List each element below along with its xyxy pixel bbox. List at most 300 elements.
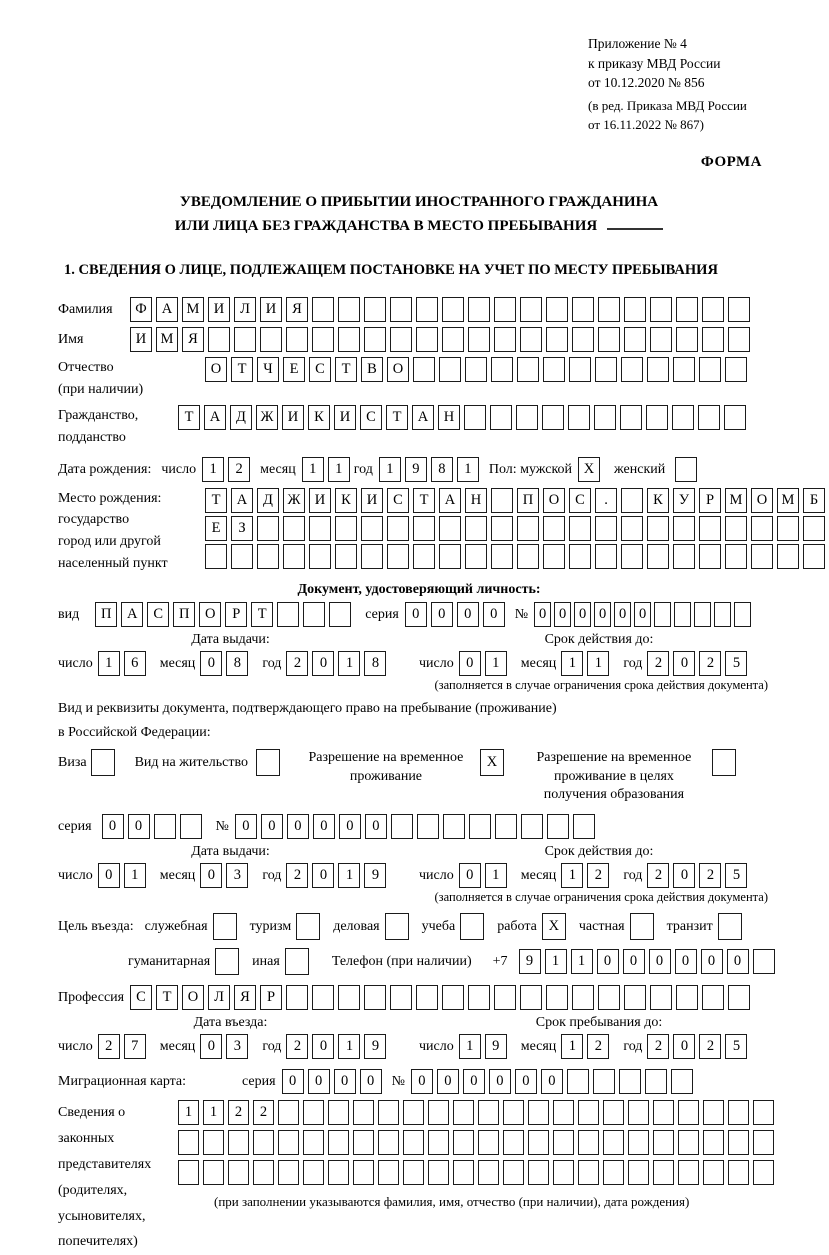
char-cell[interactable]: 0 [457,602,479,627]
char-cell[interactable]: 1 [561,651,583,676]
stay-year-cells[interactable] [647,1034,751,1059]
char-cell[interactable] [753,1100,774,1125]
stay-day-cells[interactable] [459,1034,511,1059]
char-cell[interactable] [478,1100,499,1125]
char-cell[interactable] [517,516,539,541]
char-cell[interactable] [678,1160,699,1185]
char-cell[interactable]: 0 [489,1069,511,1094]
char-cell[interactable] [478,1130,499,1155]
char-cell[interactable] [598,297,620,322]
temp-residence-edu-checkbox[interactable] [712,749,740,776]
char-cell[interactable]: 9 [364,863,386,888]
char-cell[interactable]: 2 [253,1100,274,1125]
representatives-cells-1[interactable] [178,1100,778,1125]
char-cell[interactable]: 1 [203,1100,224,1125]
char-cell[interactable]: О [751,488,773,513]
char-cell[interactable] [286,327,308,352]
visa-checkbox[interactable] [91,749,119,776]
char-cell[interactable] [678,1100,699,1125]
char-cell[interactable]: С [360,405,382,430]
doc-valid-month-cells[interactable] [561,651,613,676]
residence-valid-day-cells[interactable] [459,863,511,888]
char-cell[interactable] [517,357,539,382]
char-cell[interactable]: 0 [614,602,631,627]
char-cell[interactable] [699,544,721,569]
char-cell[interactable] [465,544,487,569]
char-cell[interactable] [712,749,736,776]
char-cell[interactable]: Я [182,327,204,352]
char-cell[interactable] [777,544,799,569]
char-cell[interactable]: 0 [334,1069,356,1094]
char-cell[interactable]: А [439,488,461,513]
char-cell[interactable] [416,985,438,1010]
char-cell[interactable] [442,985,464,1010]
char-cell[interactable]: 1 [328,457,350,482]
char-cell[interactable] [309,516,331,541]
char-cell[interactable] [257,516,279,541]
char-cell[interactable] [653,1130,674,1155]
representatives-cells-3[interactable] [178,1160,778,1185]
char-cell[interactable] [234,327,256,352]
char-cell[interactable] [253,1130,274,1155]
char-cell[interactable]: 9 [405,457,427,482]
char-cell[interactable] [387,544,409,569]
char-cell[interactable]: 1 [571,949,593,974]
char-cell[interactable]: Л [234,297,256,322]
char-cell[interactable] [777,516,799,541]
entry-day-cells[interactable] [98,1034,150,1059]
char-cell[interactable]: 5 [725,651,747,676]
char-cell[interactable]: 1 [338,651,360,676]
char-cell[interactable] [620,405,642,430]
char-cell[interactable]: А [412,405,434,430]
char-cell[interactable] [312,985,334,1010]
char-cell[interactable] [694,602,711,627]
char-cell[interactable] [428,1100,449,1125]
char-cell[interactable]: 1 [457,457,479,482]
char-cell[interactable] [283,516,305,541]
char-cell[interactable]: И [309,488,331,513]
char-cell[interactable] [673,516,695,541]
char-cell[interactable]: 0 [727,949,749,974]
char-cell[interactable] [443,814,465,839]
char-cell[interactable] [645,1069,667,1094]
purpose-business-checkbox[interactable] [385,913,413,940]
char-cell[interactable]: Т [205,488,227,513]
char-cell[interactable]: 0 [541,1069,563,1094]
char-cell[interactable] [753,949,775,974]
char-cell[interactable] [491,357,513,382]
char-cell[interactable] [595,357,617,382]
char-cell[interactable]: 1 [202,457,224,482]
char-cell[interactable] [413,516,435,541]
char-cell[interactable] [553,1160,574,1185]
char-cell[interactable]: 2 [228,457,250,482]
char-cell[interactable]: 0 [102,814,124,839]
char-cell[interactable] [569,544,591,569]
char-cell[interactable] [428,1160,449,1185]
char-cell[interactable]: 0 [597,949,619,974]
char-cell[interactable]: 1 [545,949,567,974]
char-cell[interactable] [231,544,253,569]
surname-cells[interactable] [130,297,754,322]
char-cell[interactable] [328,1130,349,1155]
char-cell[interactable] [553,1100,574,1125]
char-cell[interactable] [491,544,513,569]
char-cell[interactable] [495,814,517,839]
char-cell[interactable]: А [121,602,143,627]
char-cell[interactable]: 2 [228,1100,249,1125]
char-cell[interactable] [403,1130,424,1155]
char-cell[interactable] [338,327,360,352]
char-cell[interactable] [465,357,487,382]
char-cell[interactable]: 2 [699,651,721,676]
char-cell[interactable]: С [130,985,152,1010]
char-cell[interactable]: 0 [261,814,283,839]
char-cell[interactable] [593,1069,615,1094]
char-cell[interactable] [624,985,646,1010]
char-cell[interactable] [734,602,751,627]
char-cell[interactable] [442,297,464,322]
char-cell[interactable] [572,297,594,322]
char-cell[interactable]: 0 [200,863,222,888]
char-cell[interactable] [650,985,672,1010]
char-cell[interactable] [671,1069,693,1094]
char-cell[interactable]: 1 [587,651,609,676]
entry-month-cells[interactable] [200,1034,252,1059]
char-cell[interactable] [328,1100,349,1125]
char-cell[interactable] [413,544,435,569]
char-cell[interactable] [728,327,750,352]
char-cell[interactable]: 0 [574,602,591,627]
char-cell[interactable]: 0 [673,863,695,888]
char-cell[interactable]: И [130,327,152,352]
char-cell[interactable] [364,327,386,352]
char-cell[interactable] [595,544,617,569]
char-cell[interactable]: Е [205,516,227,541]
char-cell[interactable]: У [673,488,695,513]
char-cell[interactable]: 6 [124,651,146,676]
char-cell[interactable] [154,814,176,839]
char-cell[interactable] [494,985,516,1010]
char-cell[interactable] [653,1100,674,1125]
char-cell[interactable] [628,1130,649,1155]
char-cell[interactable] [253,1160,274,1185]
doc-issue-year-cells[interactable] [286,651,390,676]
char-cell[interactable]: И [260,297,282,322]
char-cell[interactable]: Я [286,297,308,322]
char-cell[interactable] [621,516,643,541]
doc-number-cells[interactable] [534,602,754,627]
birth-place-cells-3[interactable] [205,544,829,569]
char-cell[interactable] [516,405,538,430]
char-cell[interactable] [277,602,299,627]
char-cell[interactable]: 0 [673,1034,695,1059]
char-cell[interactable]: 0 [463,1069,485,1094]
char-cell[interactable] [278,1160,299,1185]
char-cell[interactable]: 2 [647,1034,669,1059]
char-cell[interactable] [578,1160,599,1185]
char-cell[interactable] [490,405,512,430]
purpose-work-checkbox[interactable] [542,913,570,940]
char-cell[interactable] [703,1100,724,1125]
char-cell[interactable] [329,602,351,627]
char-cell[interactable]: П [95,602,117,627]
char-cell[interactable] [674,602,691,627]
char-cell[interactable] [303,1130,324,1155]
char-cell[interactable]: 0 [128,814,150,839]
char-cell[interactable] [572,327,594,352]
char-cell[interactable] [699,357,721,382]
purpose-private-checkbox[interactable] [630,913,658,940]
char-cell[interactable] [520,297,542,322]
char-cell[interactable]: Т [251,602,273,627]
char-cell[interactable]: А [204,405,226,430]
char-cell[interactable] [546,985,568,1010]
profession-cells[interactable] [130,985,754,1010]
char-cell[interactable]: 1 [485,651,507,676]
char-cell[interactable] [468,297,490,322]
char-cell[interactable] [803,516,825,541]
purpose-humanitarian-checkbox[interactable] [215,948,243,975]
char-cell[interactable] [647,516,669,541]
char-cell[interactable] [553,1130,574,1155]
char-cell[interactable] [702,985,724,1010]
purpose-tourism-checkbox[interactable] [296,913,324,940]
char-cell[interactable] [646,405,668,430]
char-cell[interactable]: И [282,405,304,430]
char-cell[interactable]: Р [225,602,247,627]
char-cell[interactable] [378,1160,399,1185]
char-cell[interactable]: И [361,488,383,513]
char-cell[interactable] [378,1130,399,1155]
char-cell[interactable] [416,327,438,352]
char-cell[interactable]: Е [283,357,305,382]
char-cell[interactable]: М [182,297,204,322]
residence-issue-day-cells[interactable] [98,863,150,888]
char-cell[interactable]: Д [257,488,279,513]
char-cell[interactable] [416,297,438,322]
char-cell[interactable] [520,985,542,1010]
char-cell[interactable]: 2 [647,863,669,888]
char-cell[interactable]: З [231,516,253,541]
name-cells[interactable] [130,327,754,352]
char-cell[interactable]: 1 [124,863,146,888]
char-cell[interactable] [387,516,409,541]
char-cell[interactable] [728,297,750,322]
char-cell[interactable] [528,1130,549,1155]
char-cell[interactable] [256,749,280,776]
char-cell[interactable]: П [173,602,195,627]
char-cell[interactable] [672,405,694,430]
char-cell[interactable]: 0 [282,1069,304,1094]
char-cell[interactable] [228,1160,249,1185]
purpose-other-checkbox[interactable] [285,948,313,975]
citizenship-cells[interactable] [178,405,750,430]
char-cell[interactable] [675,457,697,482]
doc-issue-month-cells[interactable] [200,651,252,676]
char-cell[interactable]: 9 [364,1034,386,1059]
char-cell[interactable] [312,297,334,322]
purpose-transit-checkbox[interactable] [718,913,746,940]
char-cell[interactable] [428,1130,449,1155]
char-cell[interactable] [378,1100,399,1125]
char-cell[interactable] [328,1160,349,1185]
char-cell[interactable] [621,357,643,382]
char-cell[interactable] [417,814,439,839]
char-cell[interactable]: Р [699,488,721,513]
char-cell[interactable] [598,985,620,1010]
purpose-official-checkbox[interactable] [213,913,241,940]
char-cell[interactable] [353,1130,374,1155]
char-cell[interactable]: Я [234,985,256,1010]
char-cell[interactable] [568,405,590,430]
char-cell[interactable] [335,516,357,541]
birth-month-cells[interactable] [302,457,354,482]
char-cell[interactable] [621,544,643,569]
char-cell[interactable] [364,297,386,322]
char-cell[interactable]: 3 [226,1034,248,1059]
char-cell[interactable]: 5 [725,863,747,888]
char-cell[interactable]: 7 [124,1034,146,1059]
char-cell[interactable]: 0 [308,1069,330,1094]
char-cell[interactable]: И [334,405,356,430]
char-cell[interactable] [353,1100,374,1125]
char-cell[interactable] [628,1160,649,1185]
char-cell[interactable] [654,602,671,627]
char-cell[interactable]: 0 [701,949,723,974]
char-cell[interactable] [361,516,383,541]
char-cell[interactable] [215,948,239,975]
char-cell[interactable]: 1 [98,651,120,676]
char-cell[interactable] [338,985,360,1010]
char-cell[interactable] [390,327,412,352]
char-cell[interactable] [478,1160,499,1185]
char-cell[interactable] [528,1160,549,1185]
char-cell[interactable]: 1 [485,863,507,888]
char-cell[interactable] [403,1160,424,1185]
char-cell[interactable] [283,544,305,569]
char-cell[interactable] [703,1160,724,1185]
char-cell[interactable] [260,327,282,352]
char-cell[interactable] [718,913,742,940]
char-cell[interactable] [724,405,746,430]
char-cell[interactable]: Р [260,985,282,1010]
char-cell[interactable]: М [777,488,799,513]
char-cell[interactable] [439,357,461,382]
char-cell[interactable] [460,913,484,940]
char-cell[interactable] [703,1130,724,1155]
char-cell[interactable] [303,1100,324,1125]
char-cell[interactable]: Ж [283,488,305,513]
char-cell[interactable]: . [595,488,617,513]
char-cell[interactable]: 0 [365,814,387,839]
char-cell[interactable] [699,516,721,541]
char-cell[interactable] [257,544,279,569]
char-cell[interactable] [517,544,539,569]
char-cell[interactable]: 0 [312,1034,334,1059]
char-cell[interactable] [390,297,412,322]
char-cell[interactable]: X [542,913,566,940]
char-cell[interactable]: 0 [459,863,481,888]
char-cell[interactable] [453,1100,474,1125]
residence-valid-year-cells[interactable] [647,863,751,888]
char-cell[interactable] [178,1130,199,1155]
char-cell[interactable] [453,1160,474,1185]
char-cell[interactable] [650,327,672,352]
doc-type-cells[interactable] [95,602,355,627]
char-cell[interactable] [303,1160,324,1185]
char-cell[interactable] [391,814,413,839]
char-cell[interactable]: 0 [200,1034,222,1059]
char-cell[interactable] [572,985,594,1010]
char-cell[interactable]: К [647,488,669,513]
char-cell[interactable]: 0 [411,1069,433,1094]
char-cell[interactable]: Т [156,985,178,1010]
char-cell[interactable]: С [309,357,331,382]
char-cell[interactable]: П [517,488,539,513]
phone-cells[interactable] [519,949,779,974]
char-cell[interactable] [285,948,309,975]
char-cell[interactable] [178,1160,199,1185]
char-cell[interactable] [578,1130,599,1155]
temp-residence-checkbox[interactable] [480,749,508,776]
char-cell[interactable] [203,1160,224,1185]
char-cell[interactable]: А [231,488,253,513]
char-cell[interactable]: 0 [312,863,334,888]
char-cell[interactable]: О [182,985,204,1010]
char-cell[interactable] [543,544,565,569]
char-cell[interactable] [650,297,672,322]
char-cell[interactable] [309,544,331,569]
char-cell[interactable]: Л [208,985,230,1010]
char-cell[interactable]: X [480,749,504,776]
char-cell[interactable]: 2 [647,651,669,676]
char-cell[interactable] [205,544,227,569]
char-cell[interactable] [624,327,646,352]
char-cell[interactable]: 0 [534,602,551,627]
char-cell[interactable] [647,357,669,382]
char-cell[interactable] [594,405,616,430]
char-cell[interactable] [491,516,513,541]
char-cell[interactable]: 2 [286,863,308,888]
char-cell[interactable]: Ч [257,357,279,382]
char-cell[interactable]: 0 [623,949,645,974]
char-cell[interactable] [403,1100,424,1125]
char-cell[interactable] [621,488,643,513]
char-cell[interactable]: 0 [200,651,222,676]
char-cell[interactable] [751,544,773,569]
char-cell[interactable]: С [147,602,169,627]
char-cell[interactable] [603,1160,624,1185]
char-cell[interactable]: 2 [699,1034,721,1059]
doc-valid-year-cells[interactable] [647,651,751,676]
doc-valid-day-cells[interactable] [459,651,511,676]
char-cell[interactable] [751,516,773,541]
char-cell[interactable] [546,327,568,352]
char-cell[interactable]: 1 [379,457,401,482]
char-cell[interactable] [439,516,461,541]
char-cell[interactable] [595,516,617,541]
residence-permit-checkbox[interactable] [256,749,284,776]
char-cell[interactable] [353,1160,374,1185]
char-cell[interactable]: 0 [312,651,334,676]
char-cell[interactable] [676,985,698,1010]
char-cell[interactable]: В [361,357,383,382]
char-cell[interactable] [180,814,202,839]
char-cell[interactable]: 0 [634,602,651,627]
char-cell[interactable] [624,297,646,322]
